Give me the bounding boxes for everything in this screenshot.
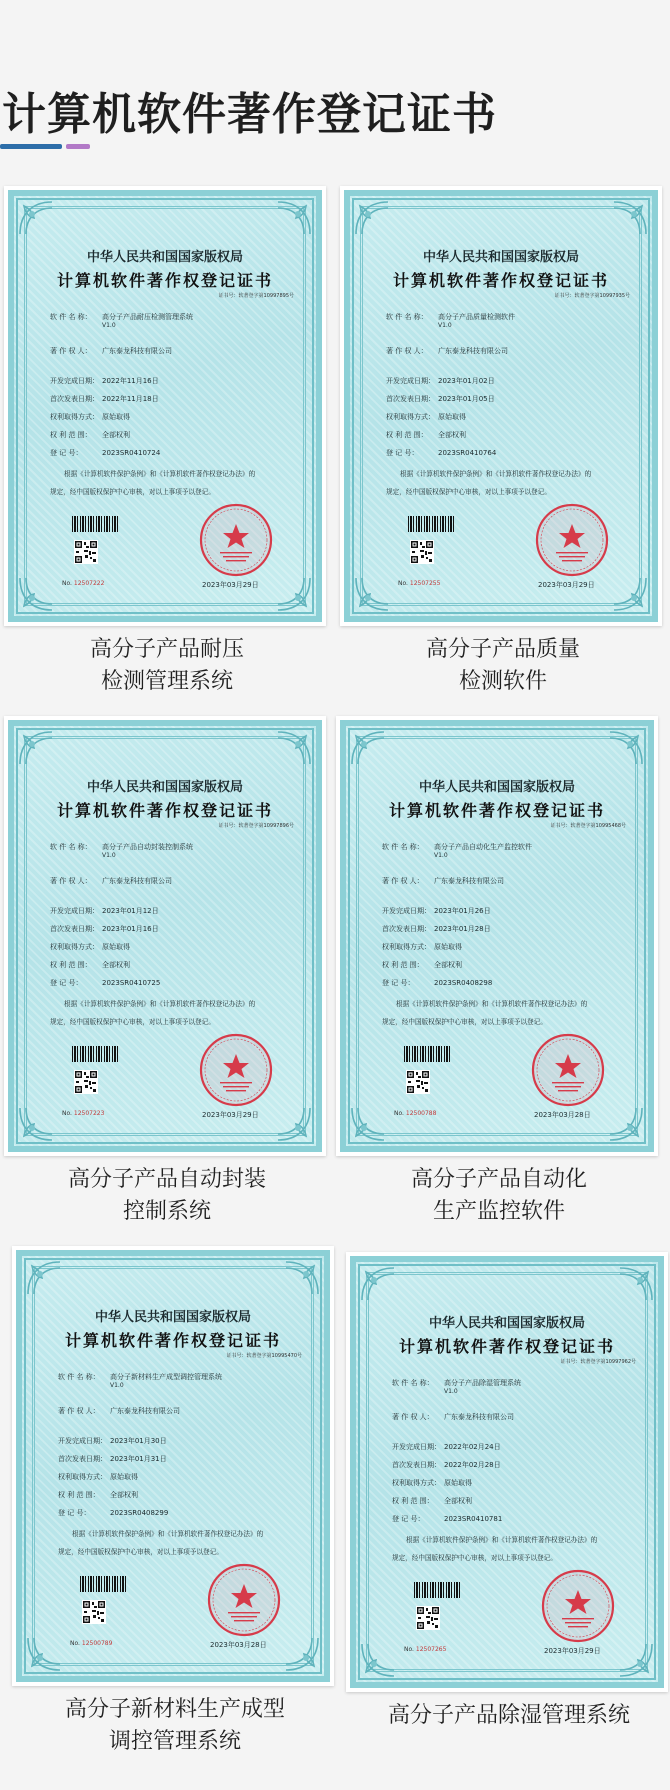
certificate-image[interactable] xyxy=(12,1246,334,1686)
field-version: V1.0 xyxy=(444,1388,458,1395)
field-version: V1.0 xyxy=(438,322,452,329)
certificate-number: 证书号：软著登字第10995468号 xyxy=(550,823,626,829)
ornament-icon xyxy=(276,576,312,612)
barcode-icon xyxy=(408,516,454,532)
field-owner: 著 作 权 人： 广东泰龙科技有限公司 xyxy=(392,1413,514,1421)
declaration-line-2: 规定，经中国版权保护中心审核，对以上事项予以登记。 xyxy=(50,1018,215,1026)
title-underline-purple xyxy=(66,144,90,149)
ornament-icon xyxy=(360,1266,396,1302)
caption-line-1: 高分子产品自动封装 xyxy=(67,1167,266,1192)
declaration-line-1: 根据《计算机软件保护条例》和《计算机软件著作权登记办法》的 xyxy=(396,1000,588,1008)
qr-code-icon xyxy=(74,540,98,564)
caption-line-2: 生产监控软件 xyxy=(432,1199,565,1224)
certificate-image[interactable] xyxy=(4,186,326,626)
field-scope: 权 利 范 围： 全部权利 xyxy=(58,1491,138,1499)
declaration-line-1: 根据《计算机软件保护条例》和《计算机软件著作权登记办法》的 xyxy=(72,1530,264,1538)
ornament-icon xyxy=(350,730,386,766)
certificate-card[interactable] xyxy=(12,1246,338,1766)
certificate-title: 计算机软件著作权登记证书 xyxy=(56,801,273,820)
issue-date: 2023年03月29日 xyxy=(538,581,595,589)
field-dev-date: 开发完成日期： 2023年01月12日 xyxy=(50,907,159,915)
ornament-icon xyxy=(26,1260,62,1296)
ornament-icon xyxy=(608,1106,644,1142)
certificate-number: 证书号：软著登字第10997896号 xyxy=(218,823,294,829)
issuing-authority: 中华人民共和国国家版权局 xyxy=(428,1316,585,1331)
qr-code-icon xyxy=(74,1070,98,1094)
caption-line-2: 控制系统 xyxy=(122,1199,211,1224)
certificate-number: 证书号：软著登字第10997935号 xyxy=(554,293,630,299)
certificate-paper xyxy=(340,720,654,1152)
declaration-line-1: 根据《计算机软件保护条例》和《计算机软件著作权登记办法》的 xyxy=(406,1536,598,1544)
certificate-card[interactable] xyxy=(336,716,662,1236)
qr-code-icon xyxy=(82,1600,106,1624)
declaration-line-2: 规定，经中国版权保护中心审核，对以上事项予以登记。 xyxy=(58,1548,223,1556)
field-pub-date: 首次发表日期： 2023年01月05日 xyxy=(386,395,495,403)
field-software-name: 软 件 名 称： 高分子产品自动封装控制系统 xyxy=(50,843,193,851)
field-dev-date: 开发完成日期： 2023年01月26日 xyxy=(382,907,491,915)
certificate-paper xyxy=(8,190,322,622)
field-reg-no: 登 记 号： 2023SR0410724 xyxy=(50,449,161,457)
certificate-image[interactable] xyxy=(4,716,326,1156)
field-reg-no: 登 记 号： 2023SR0408299 xyxy=(58,1509,169,1517)
declaration-line-2: 规定，经中国版权保护中心审核，对以上事项予以登记。 xyxy=(386,488,551,496)
official-seal-icon xyxy=(530,1032,606,1108)
serial-number: No. 12500788 xyxy=(394,1110,437,1117)
caption-line-2: 检测管理系统 xyxy=(100,669,233,694)
issue-date: 2023年03月29日 xyxy=(544,1647,601,1655)
field-version: V1.0 xyxy=(434,852,448,859)
field-owner: 著 作 权 人： 广东泰龙科技有限公司 xyxy=(386,347,508,355)
field-scope: 权 利 范 围： 全部权利 xyxy=(386,431,466,439)
certificate-paper xyxy=(16,1250,330,1682)
certificate-number: 证书号：软著登字第10995470号 xyxy=(226,1353,302,1359)
field-pub-date: 首次发表日期： 2023年01月28日 xyxy=(382,925,491,933)
ornament-icon xyxy=(18,576,54,612)
qr-code-icon xyxy=(410,540,434,564)
certificate-card[interactable] xyxy=(346,1252,670,1772)
serial-number: No. 12507255 xyxy=(398,580,441,587)
field-reg-no: 登 记 号： 2023SR0410725 xyxy=(50,979,161,987)
certificate-title: 计算机软件著作权登记证书 xyxy=(392,271,609,290)
page-title: 计算机软件著作登记证书 xyxy=(2,89,497,140)
official-seal-icon xyxy=(534,502,610,578)
field-dev-date: 开发完成日期： 2023年01月02日 xyxy=(386,377,495,385)
ornament-icon xyxy=(360,1642,396,1678)
field-scope: 权 利 范 围： 全部权利 xyxy=(382,961,462,969)
ornament-icon xyxy=(276,1106,312,1142)
issue-date: 2023年03月28日 xyxy=(534,1111,591,1119)
declaration-line-2: 规定，经中国版权保护中心审核，对以上事项予以登记。 xyxy=(50,488,215,496)
barcode-icon xyxy=(404,1046,450,1062)
certificate-number: 证书号：软著登字第10997895号 xyxy=(218,293,294,299)
issuing-authority: 中华人民共和国国家版权局 xyxy=(94,1310,251,1325)
field-scope: 权 利 范 围： 全部权利 xyxy=(50,961,130,969)
official-seal-icon xyxy=(206,1562,282,1638)
field-version: V1.0 xyxy=(102,322,116,329)
field-software-name: 软 件 名 称： 高分子新材料生产成型调控管理系统 xyxy=(58,1373,222,1381)
caption-line-1: 高分子产品质量 xyxy=(425,637,580,662)
field-software-name: 软 件 名 称： 高分子产品自动化生产监控软件 xyxy=(382,843,532,851)
field-owner: 著 作 权 人： 广东泰龙科技有限公司 xyxy=(382,877,504,885)
certificate-caption xyxy=(336,1164,662,1228)
certificate-number: 证书号：软著登字第10997962号 xyxy=(560,1359,636,1365)
barcode-icon xyxy=(72,1046,118,1062)
certificate-caption xyxy=(346,1700,670,1732)
field-method: 权利取得方式： 原始取得 xyxy=(386,413,466,421)
ornament-icon xyxy=(612,200,648,236)
field-pub-date: 首次发表日期： 2022年11月18日 xyxy=(50,395,159,403)
field-software-name: 软 件 名 称： 高分子产品除湿管理系统 xyxy=(392,1379,521,1387)
field-method: 权利取得方式： 原始取得 xyxy=(50,413,130,421)
issue-date: 2023年03月29日 xyxy=(202,581,259,589)
field-dev-date: 开发完成日期： 2023年01月30日 xyxy=(58,1437,167,1445)
field-method: 权利取得方式： 原始取得 xyxy=(58,1473,138,1481)
serial-number: No. 12500789 xyxy=(70,1640,113,1647)
field-scope: 权 利 范 围： 全部权利 xyxy=(392,1497,472,1505)
certificate-image[interactable] xyxy=(340,186,662,626)
certificate-card[interactable] xyxy=(4,716,330,1236)
ornament-icon xyxy=(284,1636,320,1672)
field-version: V1.0 xyxy=(110,1382,124,1389)
qr-code-icon xyxy=(406,1070,430,1094)
ornament-icon xyxy=(354,576,390,612)
field-reg-no: 登 记 号： 2023SR0410764 xyxy=(386,449,497,457)
certificate-title: 计算机软件著作权登记证书 xyxy=(398,1337,615,1356)
field-software-name: 软 件 名 称： 高分子产品耐压检测管理系统 xyxy=(50,313,193,321)
certificate-title: 计算机软件著作权登记证书 xyxy=(56,271,273,290)
declaration-line-2: 规定，经中国版权保护中心审核，对以上事项予以登记。 xyxy=(382,1018,547,1026)
ornament-icon xyxy=(608,730,644,766)
field-dev-date: 开发完成日期： 2022年02月24日 xyxy=(392,1443,501,1451)
certificate-caption xyxy=(4,1164,330,1228)
certificate-paper xyxy=(350,1256,664,1688)
ornament-icon xyxy=(284,1260,320,1296)
certificate-title: 计算机软件著作权登记证书 xyxy=(388,801,605,820)
issuing-authority: 中华人民共和国国家版权局 xyxy=(86,780,243,795)
field-pub-date: 首次发表日期： 2023年01月16日 xyxy=(50,925,159,933)
field-owner: 著 作 权 人： 广东泰龙科技有限公司 xyxy=(50,347,172,355)
field-pub-date: 首次发表日期： 2023年01月31日 xyxy=(58,1455,167,1463)
caption-line-1: 高分子新材料生产成型 xyxy=(64,1697,285,1722)
field-method: 权利取得方式： 原始取得 xyxy=(382,943,462,951)
caption-line-1: 高分子产品耐压 xyxy=(89,637,244,662)
issue-date: 2023年03月28日 xyxy=(210,1641,267,1649)
issuing-authority: 中华人民共和国国家版权局 xyxy=(422,250,579,265)
serial-number: No. 12507265 xyxy=(404,1646,447,1653)
field-reg-no: 登 记 号： 2023SR0408298 xyxy=(382,979,493,987)
caption-line-1: 高分子产品自动化 xyxy=(410,1167,587,1192)
title-underline-blue xyxy=(0,144,62,149)
issuing-authority: 中华人民共和国国家版权局 xyxy=(418,780,575,795)
certificate-caption xyxy=(12,1694,338,1758)
certificate-paper xyxy=(8,720,322,1152)
ornament-icon xyxy=(26,1636,62,1672)
field-method: 权利取得方式： 原始取得 xyxy=(392,1479,472,1487)
serial-number: No. 12507222 xyxy=(62,580,105,587)
caption-line-2: 检测软件 xyxy=(458,669,547,694)
caption-line-1: 高分子产品除湿管理系统 xyxy=(387,1703,630,1728)
declaration-line-1: 根据《计算机软件保护条例》和《计算机软件著作权登记办法》的 xyxy=(64,470,256,478)
serial-number: No. 12507223 xyxy=(62,1110,105,1117)
certificate-caption xyxy=(340,634,666,698)
certificate-paper xyxy=(344,190,658,622)
certificate-card[interactable] xyxy=(4,186,330,706)
field-pub-date: 首次发表日期： 2022年02月28日 xyxy=(392,1461,501,1469)
field-method: 权利取得方式： 原始取得 xyxy=(50,943,130,951)
ornament-icon xyxy=(18,730,54,766)
ornament-icon xyxy=(18,1106,54,1142)
issuing-authority: 中华人民共和国国家版权局 xyxy=(86,250,243,265)
certificate-caption xyxy=(4,634,330,698)
certificate-card[interactable] xyxy=(340,186,666,706)
barcode-icon xyxy=(414,1582,460,1598)
ornament-icon xyxy=(618,1642,654,1678)
field-owner: 著 作 权 人： 广东泰龙科技有限公司 xyxy=(58,1407,180,1415)
field-version: V1.0 xyxy=(102,852,116,859)
qr-code-icon xyxy=(416,1606,440,1630)
issue-date: 2023年03月29日 xyxy=(202,1111,259,1119)
certificate-title: 计算机软件著作权登记证书 xyxy=(64,1331,281,1350)
ornament-icon xyxy=(18,200,54,236)
ornament-icon xyxy=(618,1266,654,1302)
official-seal-icon xyxy=(198,502,274,578)
barcode-icon xyxy=(80,1576,126,1592)
ornament-icon xyxy=(354,200,390,236)
ornament-icon xyxy=(612,576,648,612)
field-scope: 权 利 范 围： 全部权利 xyxy=(50,431,130,439)
field-software-name: 软 件 名 称： 高分子产品质量检测软件 xyxy=(386,313,515,321)
official-seal-icon xyxy=(198,1032,274,1108)
field-dev-date: 开发完成日期： 2022年11月16日 xyxy=(50,377,159,385)
declaration-line-1: 根据《计算机软件保护条例》和《计算机软件著作权登记办法》的 xyxy=(400,470,592,478)
official-seal-icon xyxy=(540,1568,616,1644)
field-owner: 著 作 权 人： 广东泰龙科技有限公司 xyxy=(50,877,172,885)
declaration-line-2: 规定，经中国版权保护中心审核，对以上事项予以登记。 xyxy=(392,1554,557,1562)
caption-line-2: 调控管理系统 xyxy=(108,1729,241,1754)
ornament-icon xyxy=(276,730,312,766)
barcode-icon xyxy=(72,516,118,532)
page-header xyxy=(0,0,670,160)
field-reg-no: 登 记 号： 2023SR0410781 xyxy=(392,1515,503,1523)
declaration-line-1: 根据《计算机软件保护条例》和《计算机软件著作权登记办法》的 xyxy=(64,1000,256,1008)
ornament-icon xyxy=(350,1106,386,1142)
certificate-image[interactable] xyxy=(346,1252,668,1692)
ornament-icon xyxy=(276,200,312,236)
certificate-image[interactable] xyxy=(336,716,658,1156)
